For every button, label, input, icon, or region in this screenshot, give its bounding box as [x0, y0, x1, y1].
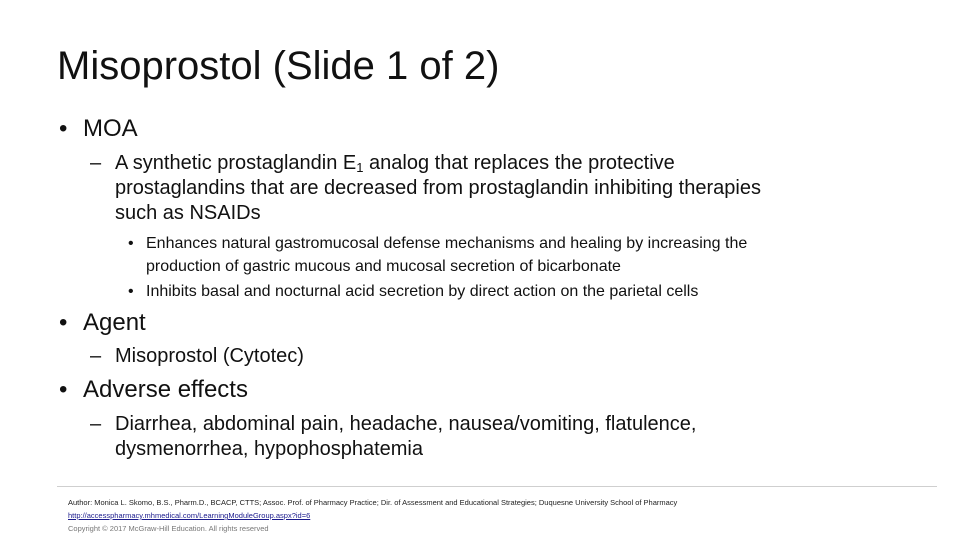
moa-item-text [115, 151, 761, 226]
moa-item-line-2: prostaglandins that are decreased from prostaglandin inhibiting therapies [115, 177, 761, 199]
moa-subitem-1-text [146, 232, 747, 278]
moa-item-line-1-end: analog that replaces the protective [363, 152, 675, 174]
adverse-effects-line-1: Diarrhea, abdominal pain, headache, nausea/vomiting, flatulence, [115, 413, 697, 435]
moa-item-line-1-start: A synthetic prostaglandin E [115, 152, 357, 174]
moa-subitem-1-line-2: production of gastric mucous and mucosal secretion of bicarbonate [146, 258, 621, 275]
moa-item-line-3: such as NSAIDs [115, 202, 261, 224]
moa-heading: MOA [83, 115, 138, 142]
moa-subitem-2-line-1: Inhibits basal and nocturnal acid secretion by direct action on the parietal cells [146, 283, 699, 300]
moa-subitem-2-text [146, 280, 698, 303]
dash-marker: – [90, 152, 102, 174]
bullet-marker: • [59, 376, 68, 403]
bullet-marker: • [128, 235, 134, 252]
moa-subitem-1-line-1: Enhances natural gastromucosal defense mechanisms and healing by increasing the [146, 235, 748, 252]
bullet-marker: • [59, 115, 68, 142]
footer-copyright: Copyright © 2017 McGraw-Hill Education. All rights reserved [68, 524, 269, 533]
moa-item-line-1 [115, 151, 761, 176]
bullet-marker: • [128, 283, 134, 300]
adverse-effects-heading: Adverse effects [83, 376, 248, 403]
footer-link[interactable]: http://accesspharmacy.mhmedical.com/LearningModuleGroup.aspx?id=6 [68, 511, 311, 520]
agent-item-text: Misoprostol (Cytotec) [115, 345, 304, 367]
dash-marker: – [90, 413, 102, 435]
adverse-effects-item-text [115, 412, 696, 462]
adverse-effects-line-2: dysmenorrhea, hypophosphatemia [115, 438, 423, 460]
dash-marker: – [90, 345, 102, 367]
footer-author: Author: Monica L. Skomo, B.S., Pharm.D., BCACP, CTTS; Assoc. Prof. of Pharmacy Practice; Dir. of Assessment and Educational Strategies; Duquesne University School of Pharmacy [68, 498, 678, 507]
bullet-marker: • [59, 309, 68, 336]
agent-heading: Agent [83, 309, 146, 336]
slide-title: Misoprostol (Slide 1 of 2) [57, 44, 500, 88]
footer-divider [57, 486, 937, 487]
subscript-1: 1 [356, 160, 364, 175]
